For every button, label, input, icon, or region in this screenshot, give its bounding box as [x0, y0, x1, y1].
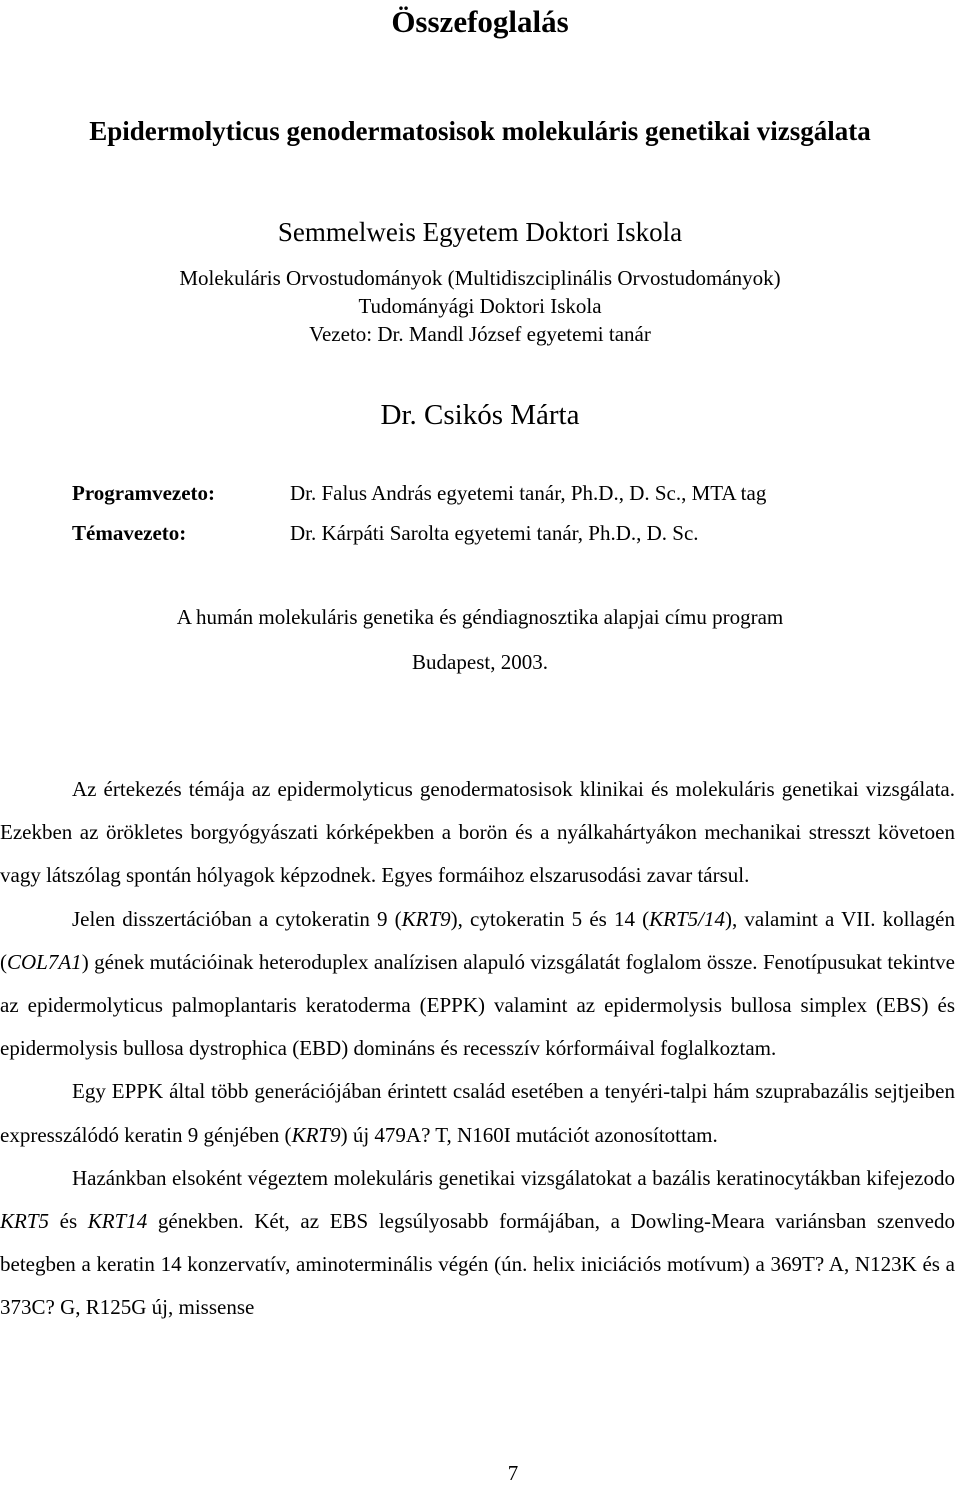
thesis-title: Epidermolyticus genodermatosisok molekuláris genetikai vizsgálata [89, 116, 871, 146]
paragraph: Az értekezés témája az epidermolyticus genodermatosisok klinikai és molekuláris genetikai vizsgálata. Ezekben az örökletes borgyógyászati kórképekben a borön és a nyálkahártyákon mechanikai stresszt követoen vagy látszólag spontán hólyagok képzodnek. Egyes formáihoz elszarusodási zavar társul. [0, 777, 955, 888]
page-number: 7 [507, 1461, 519, 1485]
role-label: Programvezeto: [72, 481, 216, 505]
text-run: Egy EPPK által több generációjában érintett család esetében a tenyéri-talpi hám szuprabazális sejtjeiben expresszálódó keratin 9 génjében ( [0, 1079, 955, 1147]
text-run: ), valamint a VII. kollagén ( [0, 906, 955, 974]
paragraph [0, 1070, 955, 1156]
subschool-line: Molekuláris Orvostudományok (Multidiszciplinális Orvostudományok) [179, 266, 781, 290]
paragraph [0, 1157, 955, 1330]
gene-name: KRT5 [0, 1209, 50, 1234]
text-run: ) gének mutációinak heteroduplex analízisen alapuló vizsgálatát foglalom össze. Fenotípusukat tekintve az epidermolyticus palmoplantaris keratoderma (EPPK) valamint az epidermolysis bullosa simplex (EBS) és epidermolysis bullosa dystrophica (EBD) domináns és recesszív kórformáival foglalkoztam. [0, 949, 955, 1061]
role-value: Dr. Kárpáti Sarolta egyetemi tanár, Ph.D., D. Sc. [290, 521, 699, 545]
gene-name: KRT5/14 [649, 906, 725, 931]
program-name: A humán molekuláris genetika és géndiagnosztika alapjai címu program [176, 605, 784, 629]
author-name: Dr. Csikós Márta [380, 399, 580, 431]
summary-body [0, 768, 955, 1330]
gene-name: KRT9 [291, 1122, 341, 1147]
subschool-line: Tudományági Doktori Iskola [358, 294, 602, 318]
text-run: ) új 479A? T, N160I mutációt azonosítottam. [340, 1122, 718, 1147]
role-label: Témavezeto: [72, 521, 187, 545]
gene-name: KRT14 [87, 1209, 148, 1234]
place-date: Budapest, 2003. [412, 650, 548, 674]
text-run: génekben. Két, az EBS legsúlyosabb formájában, a Dowling-Meara variánsban szenvedo betegben a keratin 14 konzervatív, aminoterminális végén (ún. helix iniciációs motívum) a 369T? A, N123K és a 373C? G, R125G új, missense [0, 1209, 955, 1320]
paragraph [0, 898, 955, 1071]
text-run: Hazánkban elsoként végeztem molekuláris genetikai vizsgálatokat a bazális keratinocytákban kifejezodo [72, 1165, 955, 1190]
school-name: Semmelweis Egyetem Doktori Iskola [277, 217, 683, 247]
text-run: ), cytokeratin 5 és 14 ( [450, 906, 650, 931]
page-title: Összefoglalás [391, 4, 569, 39]
gene-name: COL7A1 [7, 949, 82, 974]
text-run: és [49, 1209, 88, 1234]
text-run: Jelen disszertációban a cytokeratin 9 ( [72, 906, 402, 931]
gene-name: KRT9 [401, 906, 451, 931]
role-value: Dr. Falus András egyetemi tanár, Ph.D., D. Sc., MTA tag [290, 481, 767, 505]
subschool-line: Vezeto: Dr. Mandl József egyetemi tanár [309, 322, 651, 346]
